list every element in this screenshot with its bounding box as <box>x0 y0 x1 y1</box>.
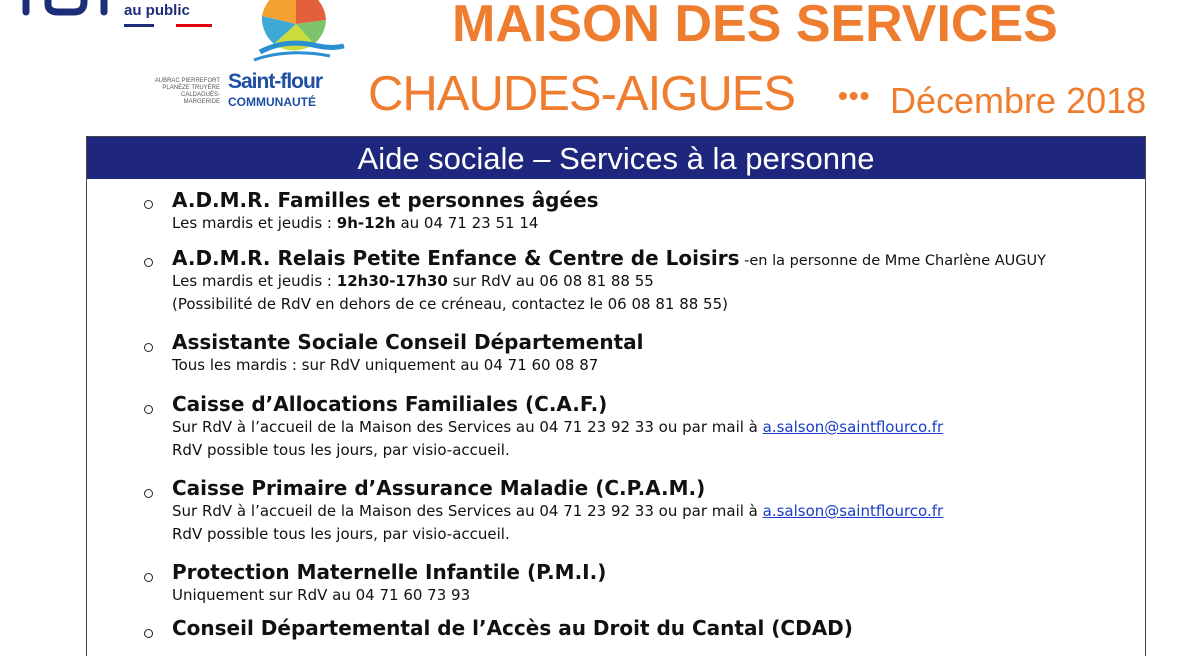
service-detail: RdV possible tous les jours, par visio-accueil. <box>172 441 510 459</box>
service-title: Protection Maternelle Infantile (P.M.I.) <box>172 560 607 584</box>
city-title: CHAUDES-AIGUES <box>368 67 796 121</box>
email-link[interactable]: a.salson@saintflourco.fr <box>762 418 944 436</box>
service-title: A.D.M.R. Familles et personnes âgées <box>172 188 599 212</box>
page-title: MAISON DES SERVICES <box>452 0 1058 53</box>
bullet-icon <box>144 489 153 498</box>
saint-flour-communaute: COMMUNAUTÉ <box>228 95 316 109</box>
service-detail: (Possibilité de RdV en dehors de ce créneau, contactez le 06 08 81 88 55) <box>172 295 728 313</box>
bullet-icon <box>144 573 153 582</box>
section-title: Aide sociale – Services à la personne <box>87 137 1145 179</box>
service-detail: Tous les mardis : sur RdV uniquement au 04 71 60 08 87 <box>172 356 599 374</box>
france-services-logo <box>18 0 108 28</box>
saint-flour-name: Saint-flour <box>228 70 322 93</box>
service-title: Assistante Sociale Conseil Départemental <box>172 330 644 354</box>
service-detail: Les mardis et jeudis : 9h-12h au 04 71 23 51 14 <box>172 214 539 232</box>
saint-flour-territories: AUBRAC PIERREFORT PLANÈZE TRUYÈRE CALDAGUÈS-MARGERIDE <box>154 78 220 105</box>
bullet-icon <box>144 405 153 414</box>
services-section <box>86 136 1146 656</box>
bullet-icon <box>144 629 153 638</box>
service-detail: Les mardis et jeudis : 12h30-17h30 sur RdV au 06 08 81 88 55 <box>172 272 654 290</box>
service-detail: RdV possible tous les jours, par visio-accueil. <box>172 525 510 543</box>
bullet-icon <box>144 258 153 267</box>
title-dots: ••• <box>838 80 871 111</box>
bullet-icon <box>144 200 153 209</box>
service-detail: Sur RdV à l’accueil de la Maison des Services au 04 71 23 92 33 ou par mail à a.salson@saintflourco.fr <box>172 502 944 520</box>
service-title: A.D.M.R. Relais Petite Enfance & Centre de Loisirs -en la personne de Mme Charlène AUGUY <box>172 246 1046 270</box>
title-date: Décembre 2018 <box>890 80 1147 121</box>
bullet-icon <box>144 343 153 352</box>
left-logo-text: au public <box>124 2 190 19</box>
service-title: Conseil Départemental de l’Accès au Droit du Cantal (CDAD) <box>172 616 853 640</box>
flag-stripe <box>124 24 212 27</box>
service-detail: Sur RdV à l’accueil de la Maison des Services au 04 71 23 92 33 ou par mail à a.salson@saintflourco.fr <box>172 418 944 436</box>
service-title: Caisse d’Allocations Familiales (C.A.F.) <box>172 392 608 416</box>
service-detail: Uniquement sur RdV au 04 71 60 73 93 <box>172 586 471 604</box>
email-link[interactable]: a.salson@saintflourco.fr <box>762 502 944 520</box>
saint-flour-emblem-icon <box>226 0 346 66</box>
service-title: Caisse Primaire d’Assurance Maladie (C.P.A.M.) <box>172 476 706 500</box>
